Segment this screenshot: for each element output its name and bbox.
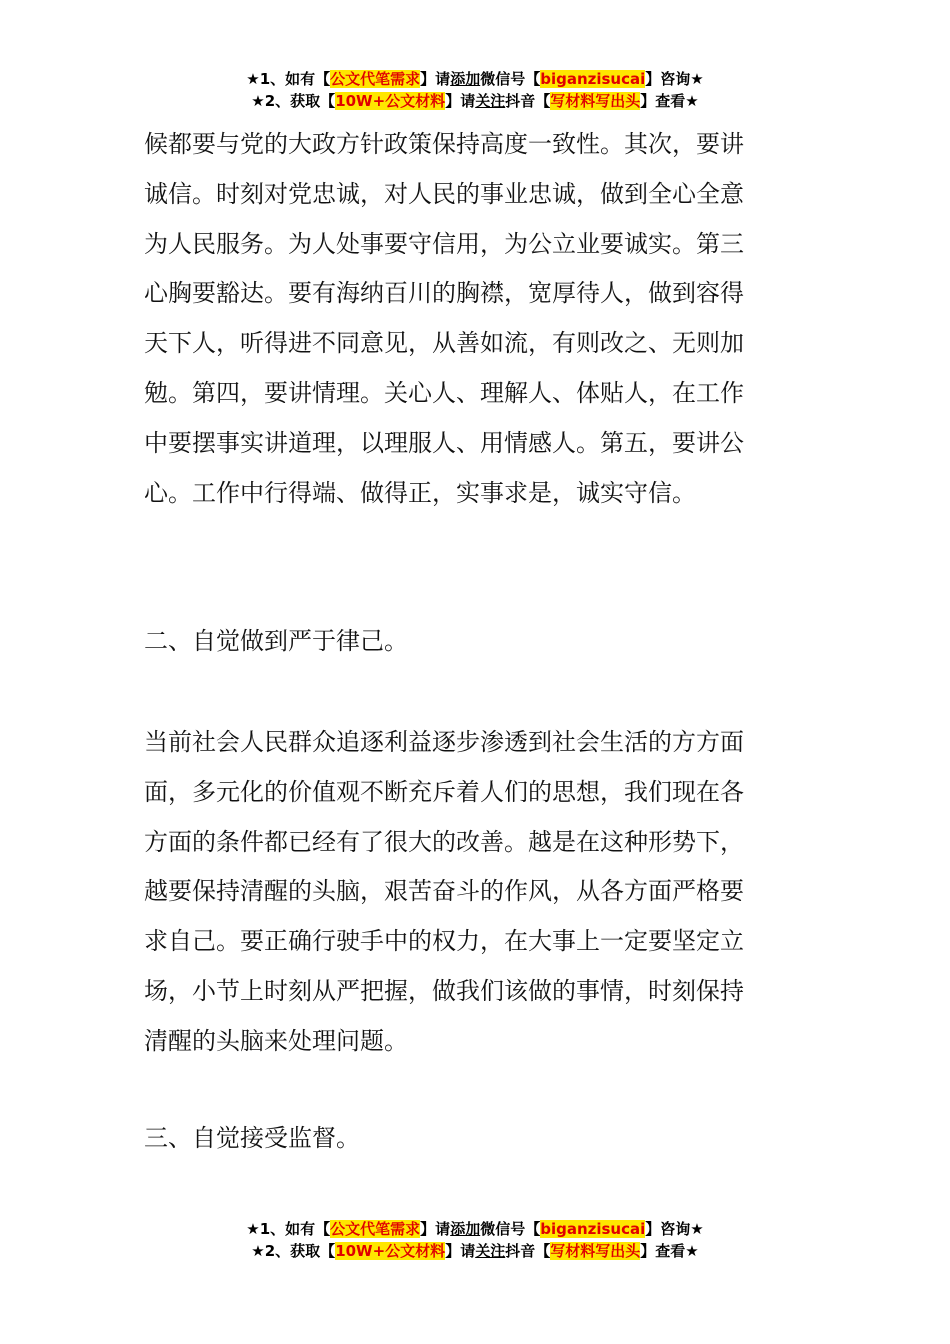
banner-1-please: 】请 (420, 70, 451, 88)
banner-1-wechat-id: biganzisucai (540, 70, 646, 88)
banner-2-suffix: 】查看★ (640, 92, 699, 110)
banner-2-douyin-label: 抖音【 (505, 92, 551, 110)
banner-1-prefix: ★1、如有【 (246, 70, 331, 88)
paragraph-line: 越要保持清醒的头脑，艰苦奋斗的作风，从各方面严格要 (144, 877, 744, 906)
banner-2-materials-highlight: 10W+公文材料 (335, 1242, 446, 1260)
banner-1-add: 添加 (450, 1220, 481, 1238)
paragraph-1 (144, 120, 810, 518)
banner-1-wechat-label: 微信号【 (480, 1220, 541, 1238)
paragraph-line: 求自己。要正确行驶手中的权力，在大事上一定要坚定立 (144, 927, 744, 956)
paragraph-line: 当前社会人民群众追逐利益逐步渗透到社会生活的方方面 (144, 728, 744, 756)
paragraph-line: 方面的条件都已经有了很大的改善。越是在这种形势下， (144, 827, 744, 856)
section-heading-text: 二、自觉做到严于律己。 (144, 627, 408, 655)
section-heading-2 (144, 617, 810, 667)
banner-2-douyin-id: 写材料写出头 (550, 1242, 641, 1260)
banner-2-douyin-label: 抖音【 (505, 1242, 551, 1260)
banner-1-wechat-label: 微信号【 (480, 70, 541, 88)
banner-2-follow: 关注 (475, 1242, 506, 1260)
header-banner (0, 68, 950, 112)
banner-1-add: 添加 (450, 70, 481, 88)
banner-1-prefix: ★1、如有【 (246, 1220, 331, 1238)
banner-1-service-highlight: 公文代笔需求 (330, 70, 421, 88)
paragraph-2 (144, 718, 810, 1067)
banner-2-follow: 关注 (475, 92, 506, 110)
banner-line-1 (0, 68, 950, 90)
banner-2-suffix: 】查看★ (640, 1242, 699, 1260)
banner-line-1 (0, 1218, 950, 1240)
banner-1-please: 】请 (420, 1220, 451, 1238)
paragraph-line: 诚信。时刻对党忠诚，对人民的事业忠诚，做到全心全意 (144, 179, 744, 208)
banner-1-wechat-id: biganzisucai (540, 1220, 646, 1238)
section-heading-text: 三、自觉接受监督。 (144, 1124, 360, 1152)
banner-line-2 (0, 1240, 950, 1262)
paragraph-line: 候都要与党的大政方针政策保持高度一致性。其次，要讲 (144, 130, 744, 158)
paragraph-line: 中要摆事实讲道理，以理服人、用情感人。第五，要讲公 (144, 428, 744, 457)
paragraph-line: 天下人，听得进不同意见，从善如流，有则改之、无则加 (144, 329, 744, 358)
banner-1-service-highlight: 公文代笔需求 (330, 1220, 421, 1238)
footer-banner (0, 1218, 950, 1262)
paragraph-line: 勉。第四，要讲情理。关心人、理解人、体贴人，在工作 (144, 378, 744, 407)
paragraph-line: 面，多元化的价值观不断充斥着人们的思想，我们现在各 (144, 777, 744, 806)
banner-line-2 (0, 90, 950, 112)
banner-2-please: 】请 (445, 92, 476, 110)
section-heading-3 (144, 1114, 810, 1164)
banner-2-prefix: ★2、获取【 (251, 92, 336, 110)
paragraph-line: 为人民服务。为人处事要守信用，为公立业要诚实。第三 (144, 229, 744, 258)
paragraph-line: 清醒的头脑来处理问题。 (144, 1026, 408, 1055)
banner-2-please: 】请 (445, 1242, 476, 1260)
banner-1-suffix: 】咨询★ (645, 70, 704, 88)
paragraph-line: 心。工作中行得端、做得正，实事求是，诚实守信。 (144, 478, 696, 507)
banner-2-douyin-id: 写材料写出头 (550, 92, 641, 110)
banner-2-materials-highlight: 10W+公文材料 (335, 92, 446, 110)
paragraph-line: 心胸要豁达。要有海纳百川的胸襟，宽厚待人，做到容得 (144, 279, 744, 308)
banner-2-prefix: ★2、获取【 (251, 1242, 336, 1260)
banner-1-suffix: 】咨询★ (645, 1220, 704, 1238)
paragraph-line: 场，小节上时刻从严把握，做我们该做的事情，时刻保持 (144, 976, 744, 1005)
